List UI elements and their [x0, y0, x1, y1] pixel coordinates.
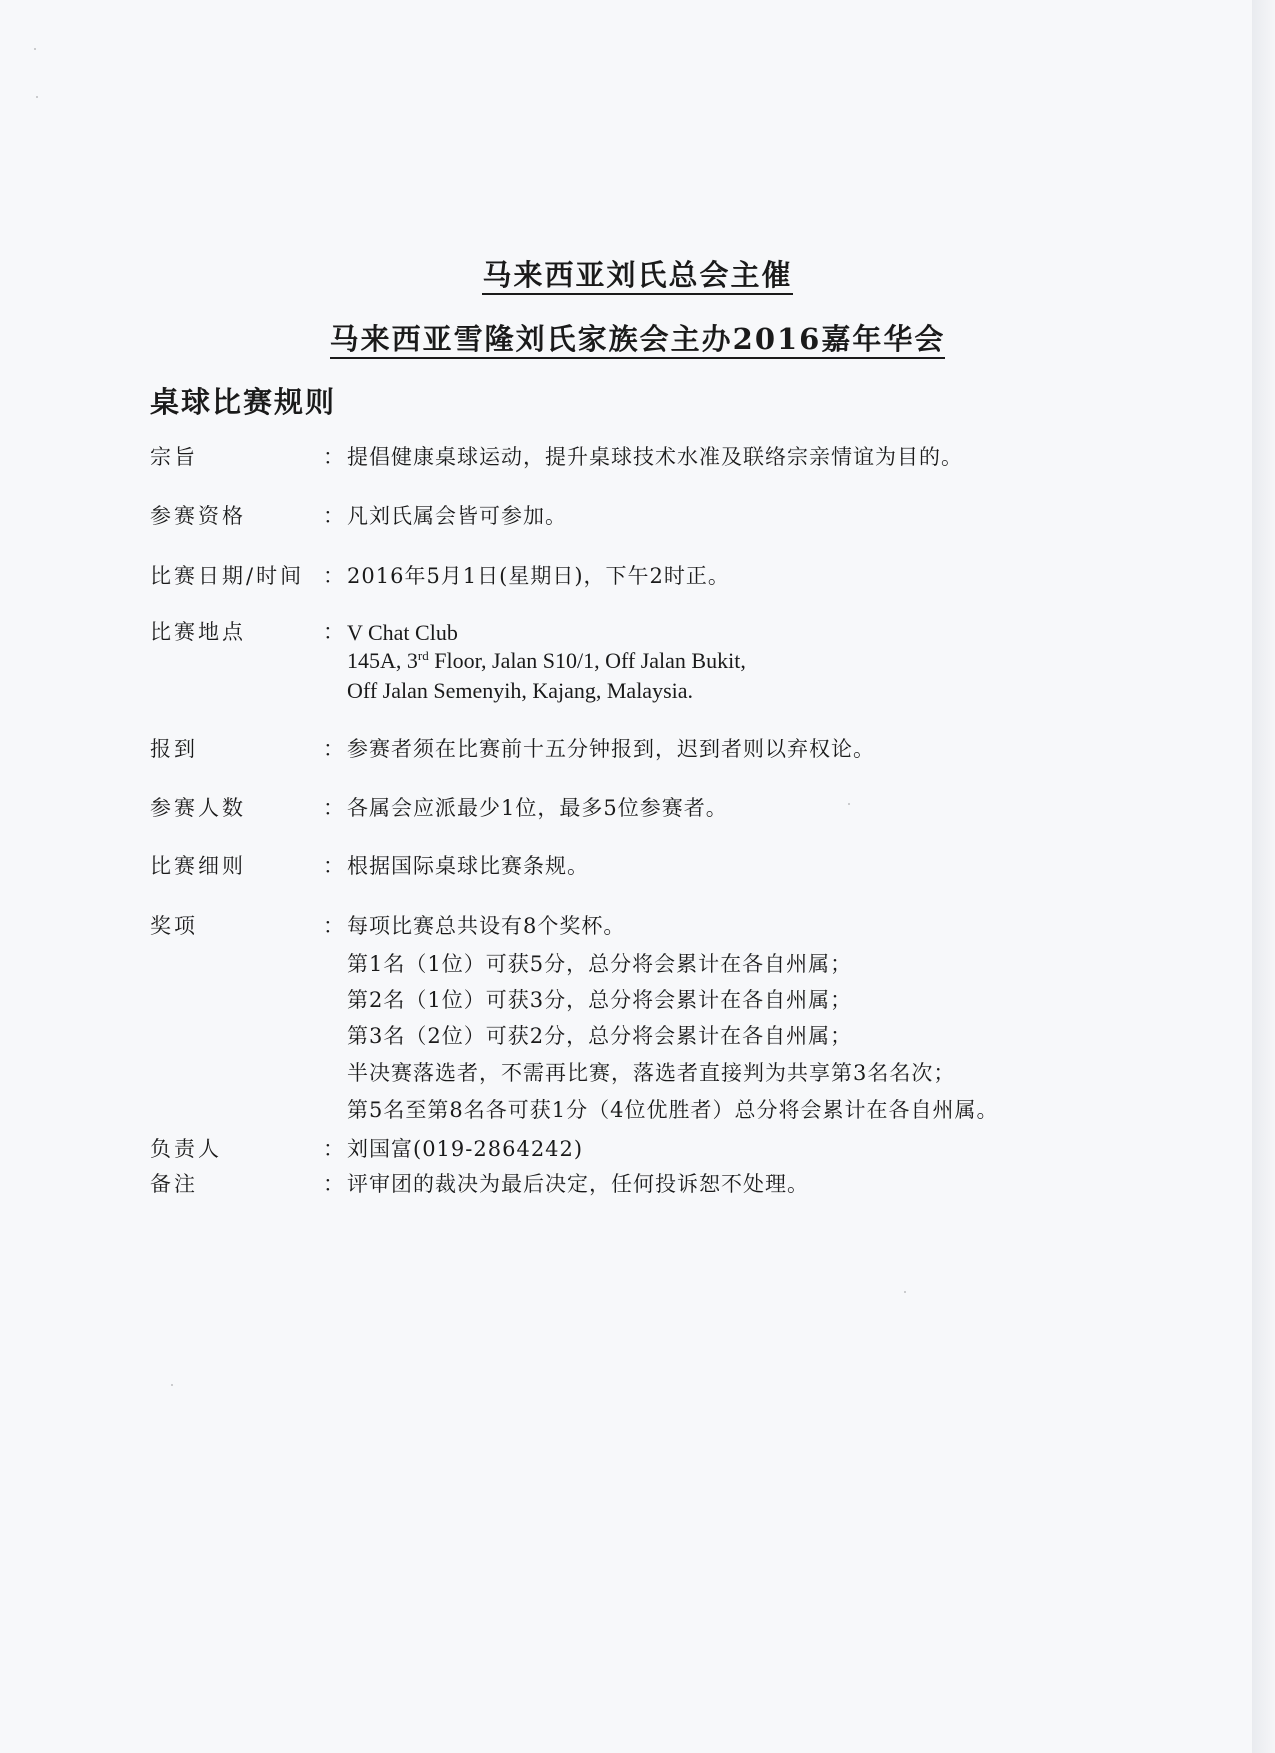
scan-speck: [36, 96, 38, 98]
colon: ：: [323, 854, 344, 878]
label-eligibility: 参赛资格: [150, 504, 246, 528]
label-participant-count: 参赛人数: [150, 796, 246, 820]
colon: ：: [323, 796, 344, 820]
label-venue: 比赛地点: [150, 620, 246, 644]
colon: ：: [323, 564, 344, 588]
value-participant-count: 各属会应派最少1位，最多5位参赛者。: [347, 796, 728, 820]
heading-organizer-text: 马来西亚雪隆刘氏家族会主办2016嘉年华会: [330, 322, 946, 359]
scan-speck: [34, 48, 36, 50]
colon: ：: [323, 737, 344, 761]
value-eligibility: 凡刘氏属会皆可参加。: [347, 504, 567, 528]
colon: ：: [323, 504, 344, 528]
label-match-rules: 比赛细则: [150, 854, 246, 878]
address-prefix: 145A, 3: [347, 648, 418, 673]
value-purpose: 提倡健康桌球运动，提升桌球技术水准及联络宗亲情谊为目的。: [347, 445, 963, 469]
award-detail-line: 第5名至第8名各可获1分（4位优胜者）总分将会累计在各自州属。: [347, 1098, 999, 1122]
award-detail-line: 半决赛落选者，不需再比赛，落选者直接判为共享第3名名次；: [347, 1061, 956, 1085]
colon: ：: [323, 1172, 344, 1196]
colon: ：: [323, 1137, 344, 1161]
value-match-rules: 根据国际桌球比赛条规。: [347, 854, 589, 878]
scan-speck: [848, 803, 850, 805]
label-person-in-charge: 负责人: [150, 1137, 222, 1161]
label-purpose: 宗旨: [150, 445, 198, 469]
award-detail-line: 第2名（1位）可获3分，总分将会累计在各自州属；: [347, 988, 853, 1012]
label-check-in: 报到: [150, 737, 198, 761]
value-person-in-charge: 刘国富(019-2864242): [347, 1137, 584, 1161]
label-remarks: 备注: [150, 1172, 198, 1196]
award-detail-line: 第3名（2位）可获2分，总分将会累计在各自州属；: [347, 1024, 853, 1048]
value-venue-name: V Chat Club: [347, 620, 458, 645]
value-check-in: 参赛者须在比赛前十五分钟报到，迟到者则以弃权论。: [347, 737, 875, 761]
scan-speck: [171, 1384, 173, 1386]
scan-speck: [904, 1291, 906, 1293]
label-date-time: 比赛日期/时间: [150, 564, 305, 588]
value-date-time: 2016年5月1日(星期日)，下午2时正。: [347, 564, 730, 588]
address-suffix: Floor, Jalan S10/1, Off Jalan Bukit,: [428, 648, 746, 673]
value-awards-summary: 每项比赛总共设有8个奖杯。: [347, 914, 626, 938]
colon: ：: [323, 445, 344, 469]
colon: ：: [323, 620, 344, 644]
heading-sponsor-text: 马来西亚刘氏总会主催: [482, 258, 792, 295]
heading-organizer: [0, 317, 1275, 358]
address-superscript: rd: [417, 648, 429, 663]
label-awards: 奖项: [150, 914, 198, 938]
award-detail-line: 第1名（1位）可获5分，总分将会累计在各自州属；: [347, 952, 853, 976]
colon: ：: [323, 914, 344, 938]
venue-address-line-2: Off Jalan Semenyih, Kajang, Malaysia.: [347, 678, 694, 703]
heading-sponsor: [0, 253, 1275, 294]
venue-address-line-1: [347, 646, 746, 678]
section-title: 桌球比赛规则: [150, 385, 337, 419]
value-remarks: 评审团的裁决为最后决定，任何投诉恕不处理。: [347, 1172, 809, 1196]
